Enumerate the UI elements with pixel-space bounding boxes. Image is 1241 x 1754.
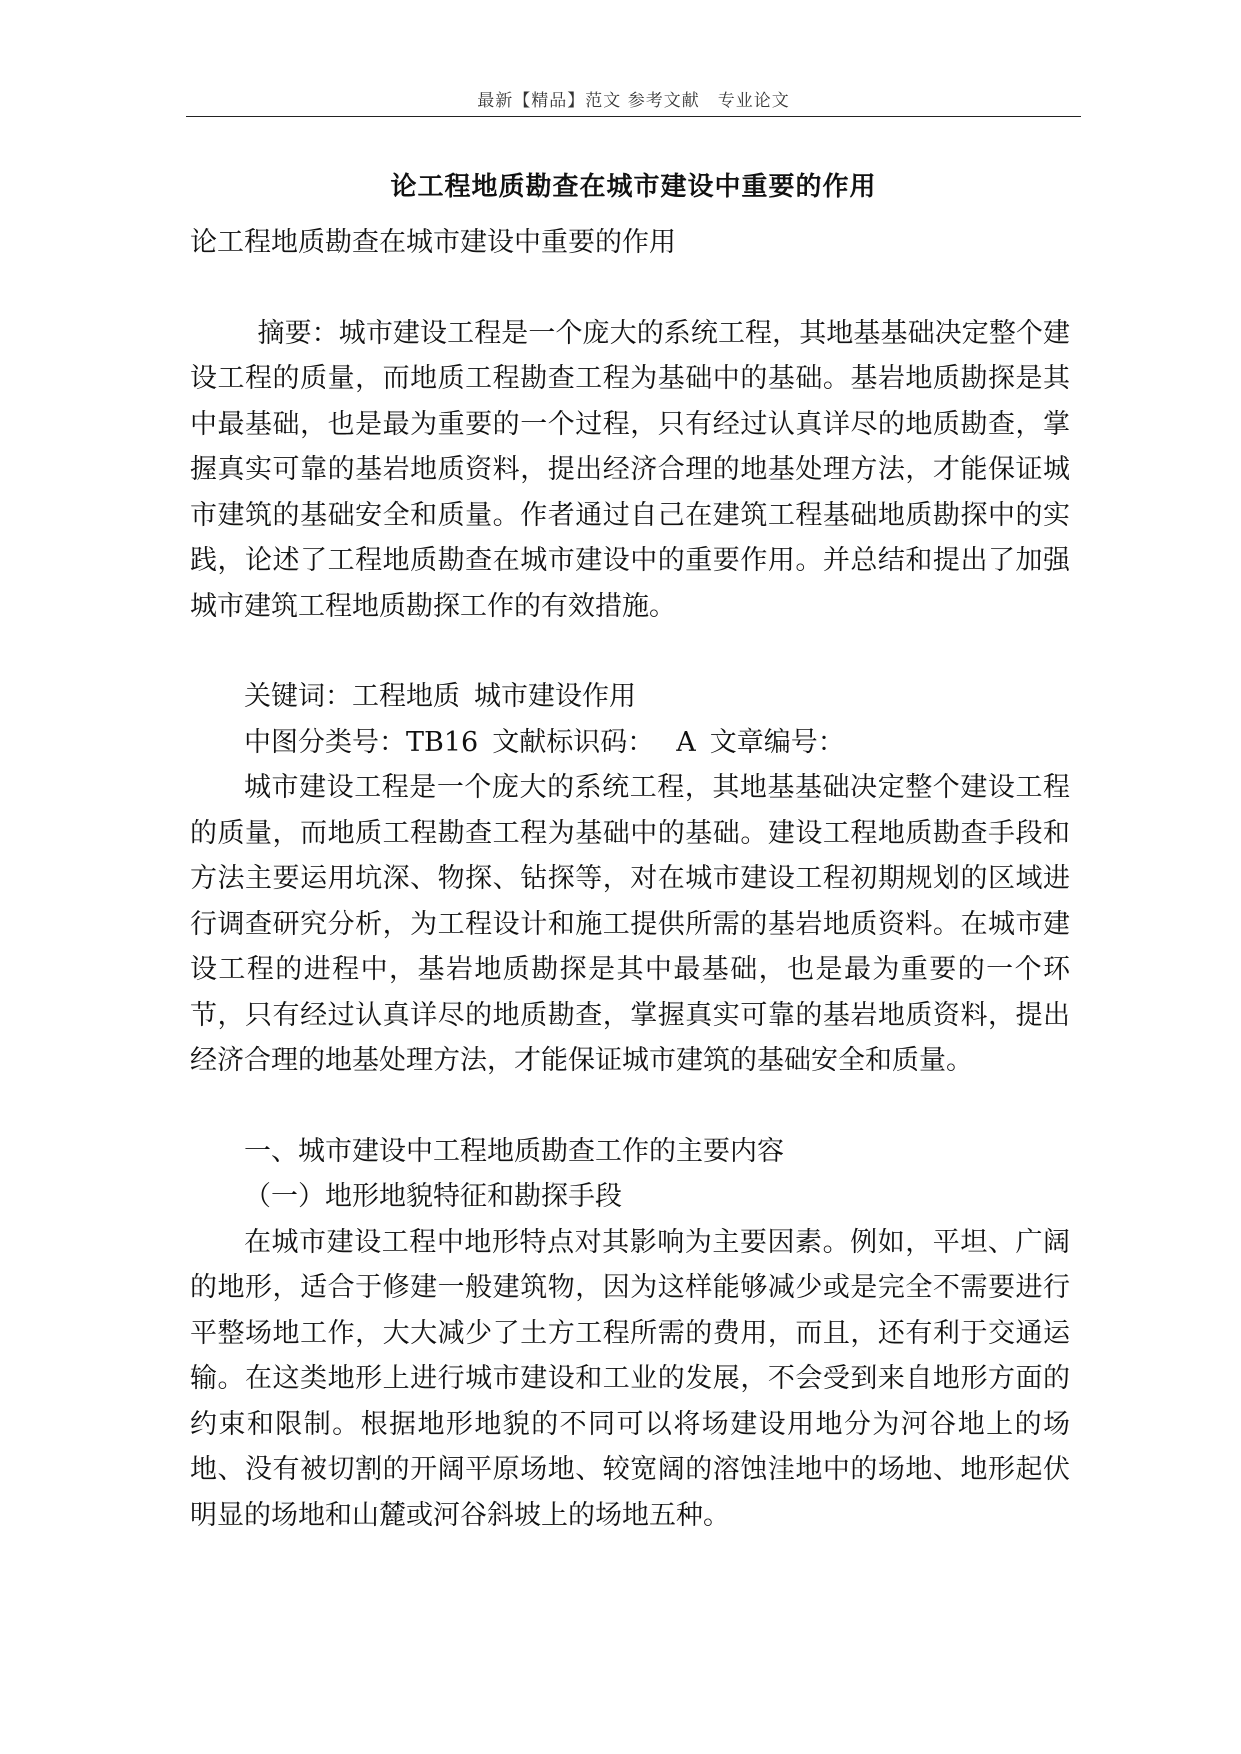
doc-code-label: 文献标识码： xyxy=(492,726,655,758)
section-paragraph: 在城市建设工程中地形特点对其影响为主要因素。例如，平坦、广阔的地形，适合于修建一般建筑物，因为这样能够减少或是完全不需要进行平整场地工作，大大减少了土方工程所需的费用，而且，还有利于交通运输。在这类地形上进行城市建设和工业的发展，不会受到来自地形方面的约束和限制。根据地形地貌的不同可以将场建设用地分为河谷地上的场地、没有被切割的开阔平原场地、较宽阔的溶蚀洼地中的场地、地形起伏明显的场地和山麓或河谷斜坡上的场地五种。 xyxy=(190,1226,1070,1531)
clc-value: TB16 xyxy=(406,726,479,758)
clc-label: 中图分类号： xyxy=(244,726,406,758)
spacer xyxy=(190,266,1070,311)
subsection-heading: （一）地形地貌特征和勘探手段 xyxy=(244,1181,622,1212)
spacer xyxy=(190,629,1070,674)
spacer xyxy=(190,1084,1070,1129)
doc-code-value: A xyxy=(676,726,696,758)
document-title: 论工程地质勘查在城市建设中重要的作用 xyxy=(390,172,877,202)
article-no-label: 文章编号： xyxy=(709,726,845,758)
keywords-label: 关键词： xyxy=(244,681,352,712)
document-body xyxy=(190,220,1070,1538)
keywords-line xyxy=(190,674,1070,720)
header-divider xyxy=(186,116,1081,117)
page-header: 最新【精品】范文 参考文献 专业论文 xyxy=(477,91,790,111)
keyword-item: 城市建设作用 xyxy=(474,681,636,712)
document-subtitle: 论工程地质勘查在城市建设中重要的作用 xyxy=(190,227,676,258)
keyword-item: 工程地质 xyxy=(352,681,460,712)
classification-line xyxy=(190,720,1070,766)
section-heading: 一、城市建设中工程地质勘查工作的主要内容 xyxy=(244,1135,784,1167)
abstract-paragraph: 摘要：城市建设工程是一个庞大的系统工程，其地基基础决定整个建设工程的质量，而地质工程勘查工程为基础中的基础。基岩地质勘探是其中最基础，也是最为重要的一个过程，只有经过认真详尽的地质勘查，掌握真实可靠的基岩地质资料，提出经济合理的地基处理方法，才能保证城市建筑的基础安全和质量。作者通过自己在建筑工程基础地质勘探中的实践，论述了工程地质勘查在城市建设中的重要作用。并总结和提出了加强城市建筑工程地质勘探工作的有效措施。 xyxy=(190,317,1070,622)
intro-paragraph: 城市建设工程是一个庞大的系统工程，其地基基础决定整个建设工程的质量，而地质工程勘查工程为基础中的基础。建设工程地质勘查手段和方法主要运用坑深、物探、钻探等，对在城市建设工程初期规划的区域进行调查研究分析，为工程设计和施工提供所需的基岩地质资料。在城市建设工程的进程中，基岩地质勘探是其中最基础，也是最为重要的一个环节，只有经过认真详尽的地质勘查，掌握真实可靠的基岩地质资料，提出经济合理的地基处理方法，才能保证城市建筑的基础安全和质量。 xyxy=(190,772,1070,1076)
